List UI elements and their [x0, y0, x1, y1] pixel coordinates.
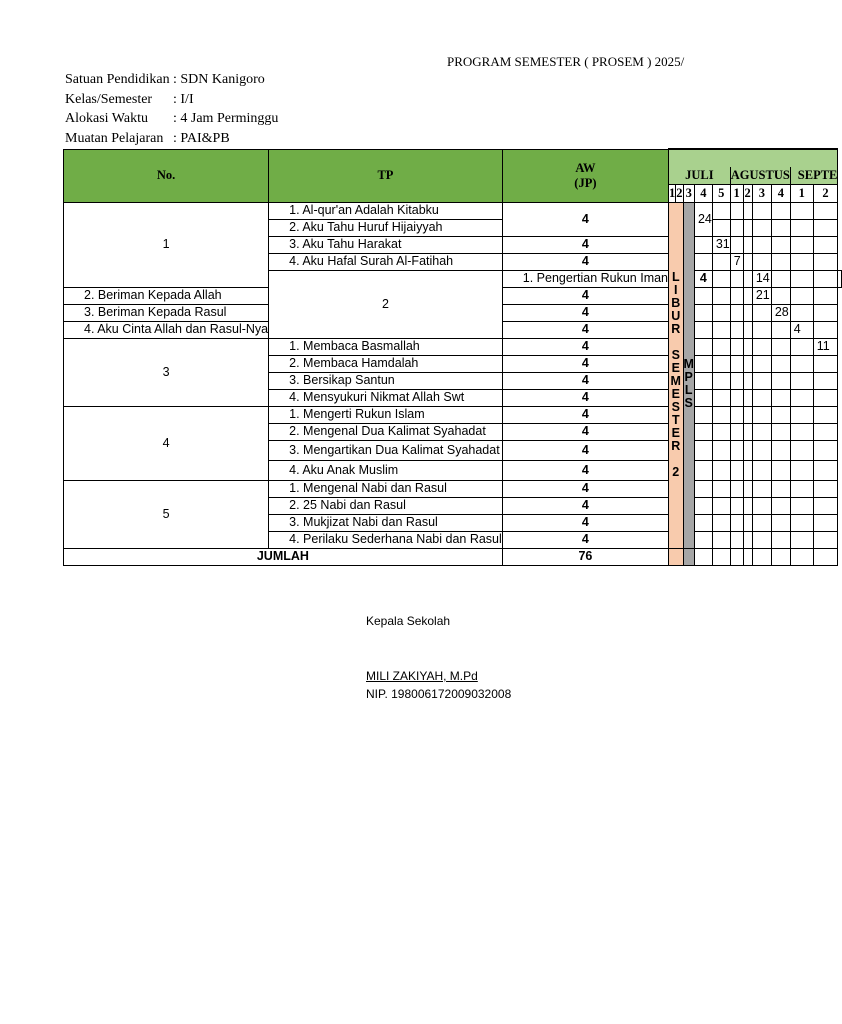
week-agustus-3: 3: [752, 184, 771, 202]
cell: [771, 236, 790, 253]
cell: [790, 497, 813, 514]
cell: [790, 355, 813, 372]
cell: [771, 497, 790, 514]
info-label: Satuan Pendidikan: [65, 72, 170, 87]
group-number: 5: [64, 480, 269, 548]
cell: [771, 253, 790, 270]
cell: [790, 287, 813, 304]
cell: [771, 440, 790, 460]
info-label: Alokasi Waktu: [65, 111, 148, 126]
mpls-column: [683, 202, 694, 548]
tp-item: 4. Aku Anak Muslim: [269, 460, 503, 480]
cell: [752, 514, 771, 531]
cell: [790, 548, 813, 565]
vertical-letter: E: [671, 425, 680, 440]
info-label: Muatan Pelajaran: [65, 131, 164, 146]
cell: [813, 219, 838, 236]
header-band: [669, 149, 838, 167]
libur-footer: [669, 548, 684, 565]
cell-agustus-3: 21: [752, 287, 771, 304]
cell: [813, 480, 838, 497]
vertical-letter: T: [671, 412, 680, 427]
info-satuan-pendidikan: [65, 72, 265, 88]
cell: [771, 514, 790, 531]
tp-item: 2. Mengenal Dua Kalimat Syahadat: [269, 423, 503, 440]
cell: [813, 372, 838, 389]
cell: [694, 480, 712, 497]
cell: [790, 236, 813, 253]
cell: [712, 219, 730, 236]
header-aw: [502, 149, 668, 202]
cell: [752, 423, 771, 440]
cell-agustus-1: 7: [730, 253, 743, 270]
vertical-letter: P: [684, 369, 693, 384]
cell: [743, 236, 752, 253]
cell: [743, 304, 752, 321]
vertical-letter: E: [671, 386, 680, 401]
cell: [813, 304, 838, 321]
cell: [771, 321, 790, 338]
week-juli-2: 2: [676, 184, 683, 202]
cell: [743, 423, 752, 440]
cell: [790, 389, 813, 406]
cell: [694, 253, 712, 270]
cell: [694, 514, 712, 531]
info-kelas-semester: [65, 92, 194, 108]
cell: [743, 338, 752, 355]
cell: [752, 372, 771, 389]
week-juli-3: 3: [683, 184, 694, 202]
vertical-letter: [669, 336, 683, 349]
cell: [694, 389, 712, 406]
cell: [743, 389, 752, 406]
vertical-letter: S: [671, 347, 680, 362]
cell: [752, 548, 771, 565]
cell: [712, 202, 730, 219]
cell: [712, 355, 730, 372]
cell: [712, 372, 730, 389]
signature-role: Kepala Sekolah: [366, 614, 451, 628]
cell: [752, 389, 771, 406]
month-agustus: AGUSTUS: [730, 167, 790, 184]
cell: [730, 236, 743, 253]
cell: [712, 338, 730, 355]
vertical-letter: S: [684, 395, 693, 410]
tp-item: 2. 25 Nabi dan Rasul: [269, 497, 503, 514]
page-title: PROGRAM SEMESTER ( PROSEM ) 2025/: [447, 54, 685, 69]
info-value: : PAI&PB: [173, 131, 230, 146]
cell: [730, 423, 743, 440]
vertical-letter: U: [671, 308, 681, 323]
month-juli: JULI: [669, 167, 731, 184]
cell: [790, 253, 813, 270]
week-juli-5: 5: [712, 184, 730, 202]
cell: [743, 287, 752, 304]
tp-item: 1. Al-qur'an Adalah Kitabku: [269, 202, 503, 219]
week-agustus-4: 4: [771, 184, 790, 202]
cell: [743, 202, 752, 219]
tp-item: 4. Mensyukuri Nikmat Allah Swt: [269, 389, 503, 406]
cell: [730, 321, 743, 338]
cell: [730, 338, 743, 355]
cell: [813, 270, 838, 287]
cell: [712, 304, 730, 321]
cell: [790, 304, 813, 321]
info-value: : I/I: [173, 92, 194, 107]
cell: [730, 287, 743, 304]
cell: [730, 372, 743, 389]
cell: [694, 236, 712, 253]
cell-sept-1: 4: [790, 321, 813, 338]
vertical-letter: [669, 453, 683, 466]
tp-item: 3. Mengartikan Dua Kalimat Syahadat: [269, 440, 503, 460]
cell: [752, 355, 771, 372]
cell: [752, 304, 771, 321]
cell: [813, 423, 838, 440]
cell: [752, 321, 771, 338]
jumlah-label: JUMLAH: [64, 548, 503, 565]
cell: [712, 423, 730, 440]
cell: [752, 219, 771, 236]
cell: [730, 480, 743, 497]
cell: [712, 531, 730, 548]
aw-value: 4: [502, 497, 668, 514]
cell: [813, 460, 838, 480]
cell: [771, 460, 790, 480]
cell: [790, 202, 813, 219]
aw-value: 4: [502, 304, 668, 321]
tp-item: 4. Perilaku Sederhana Nabi dan Rasul: [269, 531, 503, 548]
cell: [694, 497, 712, 514]
cell: [743, 460, 752, 480]
cell: [712, 287, 730, 304]
cell: [752, 460, 771, 480]
cell-juli-5: 31: [712, 236, 730, 253]
cell: [694, 304, 712, 321]
cell: [752, 480, 771, 497]
cell: [743, 514, 752, 531]
aw-value: 4: [502, 406, 668, 423]
cell: [712, 406, 730, 423]
cell: [752, 236, 771, 253]
cell: [743, 372, 752, 389]
cell-agustus-4: 28: [771, 304, 790, 321]
signature-name: MILI ZAKIYAH, M.Pd: [366, 669, 478, 683]
tp-item: 2. Beriman Kepada Allah: [64, 287, 269, 304]
cell: [730, 460, 743, 480]
cell: [730, 355, 743, 372]
cell: [743, 219, 752, 236]
cell: [730, 531, 743, 548]
cell: [813, 321, 838, 338]
cell: [790, 372, 813, 389]
cell: [730, 202, 743, 219]
cell: [771, 372, 790, 389]
mpls-footer: [683, 548, 694, 565]
cell: [694, 287, 712, 304]
vertical-letter: S: [671, 399, 680, 414]
cell: [790, 406, 813, 423]
cell: [813, 406, 838, 423]
cell: [743, 440, 752, 460]
vertical-letter: M: [670, 373, 681, 388]
cell: [790, 338, 813, 355]
cell: [694, 372, 712, 389]
cell: [712, 253, 730, 270]
cell: [694, 531, 712, 548]
aw-value: 4: [502, 202, 668, 236]
tp-item: 2. Aku Tahu Huruf Hijaiyyah: [269, 219, 503, 236]
cell: [790, 514, 813, 531]
cell: [790, 440, 813, 460]
week-agustus-1: 1: [730, 184, 743, 202]
vertical-letter: R: [671, 321, 681, 336]
jumlah-value: 76: [502, 548, 668, 565]
cell-agustus-2: 14: [752, 270, 771, 287]
cell: [771, 389, 790, 406]
cell: [743, 531, 752, 548]
header-no: No.: [64, 149, 269, 202]
cell: [771, 287, 790, 304]
libur-semester-column: [669, 202, 684, 548]
info-value: : SDN Kanigoro: [173, 72, 265, 87]
cell: [712, 321, 730, 338]
cell: [752, 440, 771, 460]
cell: [694, 440, 712, 460]
cell: [790, 531, 813, 548]
info-label: Kelas/Semester: [65, 92, 153, 107]
tp-item: 3. Mukjizat Nabi dan Rasul: [269, 514, 503, 531]
cell: [694, 460, 712, 480]
cell: [694, 548, 712, 565]
aw-value: 4: [502, 514, 668, 531]
week-agustus-2: 2: [743, 184, 752, 202]
cell: [813, 287, 838, 304]
aw-value: 4: [502, 236, 668, 253]
aw-value: 4: [502, 253, 668, 270]
cell: [712, 514, 730, 531]
cell: [771, 338, 790, 355]
prosem-sheet: [63, 148, 838, 576]
vertical-letter: M: [683, 356, 694, 371]
signature-nip: NIP. 198006172009032008: [366, 687, 512, 701]
cell-sept-2: 11: [813, 338, 838, 355]
week-juli-4: 4: [694, 184, 712, 202]
cell: [790, 460, 813, 480]
tp-item: 1. Membaca Basmallah: [269, 338, 503, 355]
cell: [813, 389, 838, 406]
vertical-letter: B: [671, 295, 681, 310]
cell: [752, 406, 771, 423]
cell: [730, 389, 743, 406]
cell: [730, 406, 743, 423]
cell: [752, 531, 771, 548]
aw-value: 4: [502, 480, 668, 497]
cell: [813, 531, 838, 548]
tp-item: 1. Pengertian Rukun Iman: [502, 270, 668, 287]
header-tp: TP: [269, 149, 503, 202]
vertical-letter: E: [671, 360, 680, 375]
cell: [743, 497, 752, 514]
aw-value: 4: [502, 355, 668, 372]
vertical-letter: 2: [672, 464, 680, 479]
cell: [813, 253, 838, 270]
aw-value: 4: [502, 460, 668, 480]
cell: [694, 355, 712, 372]
tp-item: 4. Aku Cinta Allah dan Rasul-Nya: [64, 321, 269, 338]
cell: [694, 406, 712, 423]
cell: [813, 355, 838, 372]
cell: [813, 497, 838, 514]
info-value: : 4 Jam Perminggu: [173, 111, 279, 126]
cell: [752, 202, 771, 219]
cell: [712, 548, 730, 565]
cell: [838, 270, 842, 287]
cell: [743, 406, 752, 423]
cell: [730, 548, 743, 565]
cell: [771, 423, 790, 440]
tp-item: 3. Bersikap Santun: [269, 372, 503, 389]
cell: [712, 480, 730, 497]
header-aw-unit: (JP): [574, 175, 597, 190]
cell: [771, 355, 790, 372]
cell: [730, 440, 743, 460]
cell-juli-4: 24: [694, 202, 712, 236]
cell: [752, 253, 771, 270]
week-juli-1: 1: [669, 184, 676, 202]
cell: [790, 219, 813, 236]
aw-value: 4: [502, 287, 668, 304]
aw-value: 4: [502, 389, 668, 406]
cell: [790, 480, 813, 497]
tp-item: 3. Beriman Kepada Rasul: [64, 304, 269, 321]
aw-value: 4: [502, 372, 668, 389]
cell: [743, 548, 752, 565]
aw-value: 4: [502, 321, 668, 338]
cell: [712, 389, 730, 406]
cell: [694, 423, 712, 440]
cell: [771, 219, 790, 236]
cell: [730, 497, 743, 514]
cell: [790, 270, 813, 287]
cell: [743, 355, 752, 372]
vertical-letter: R: [671, 438, 681, 453]
cell: [790, 423, 813, 440]
tp-item: 2. Membaca Hamdalah: [269, 355, 503, 372]
cell: [730, 219, 743, 236]
cell: [813, 236, 838, 253]
cell: [743, 480, 752, 497]
cell: [752, 497, 771, 514]
cell: [771, 480, 790, 497]
tp-item: 1. Mengerti Rukun Islam: [269, 406, 503, 423]
cell: [743, 321, 752, 338]
vertical-letter: L: [671, 269, 680, 284]
cell: [712, 460, 730, 480]
cell: [712, 440, 730, 460]
aw-value: 4: [694, 270, 712, 287]
cell: [771, 531, 790, 548]
cell: [771, 406, 790, 423]
group-number: 1: [64, 202, 269, 287]
header-aw-label: AW: [575, 160, 596, 175]
info-alokasi-waktu: [65, 111, 278, 127]
group-number: 3: [64, 338, 269, 406]
mpls-letters: [684, 358, 694, 410]
aw-value: 4: [502, 338, 668, 355]
cell: [771, 270, 790, 287]
tp-item: 1. Mengenal Nabi dan Rasul: [269, 480, 503, 497]
week-sept-1: 1: [790, 184, 813, 202]
cell: [813, 440, 838, 460]
cell: [743, 270, 752, 287]
cell: [743, 253, 752, 270]
cell: [712, 497, 730, 514]
cell: [813, 202, 838, 219]
month-september: SEPTE: [790, 167, 838, 184]
group-number: 4: [64, 406, 269, 480]
cell: [813, 548, 838, 565]
aw-value: 4: [502, 440, 668, 460]
cell: [752, 338, 771, 355]
cell: [694, 338, 712, 355]
cell: [694, 321, 712, 338]
cell: [712, 270, 730, 287]
prosem-table: [63, 148, 842, 566]
week-sept-2: 2: [813, 184, 838, 202]
libur-letters: [669, 271, 683, 479]
tp-item: 4. Aku Hafal Surah Al-Fatihah: [269, 253, 503, 270]
info-muatan-pelajaran: [65, 131, 230, 147]
vertical-letter: I: [674, 282, 678, 297]
aw-value: 4: [502, 531, 668, 548]
cell: [730, 304, 743, 321]
cell: [813, 514, 838, 531]
cell: [730, 514, 743, 531]
cell: [771, 202, 790, 219]
vertical-letter: L: [684, 382, 693, 397]
aw-value: 4: [502, 423, 668, 440]
tp-item: 3. Aku Tahu Harakat: [269, 236, 503, 253]
group-number: 2: [269, 270, 503, 338]
cell: [730, 270, 743, 287]
cell: [771, 548, 790, 565]
